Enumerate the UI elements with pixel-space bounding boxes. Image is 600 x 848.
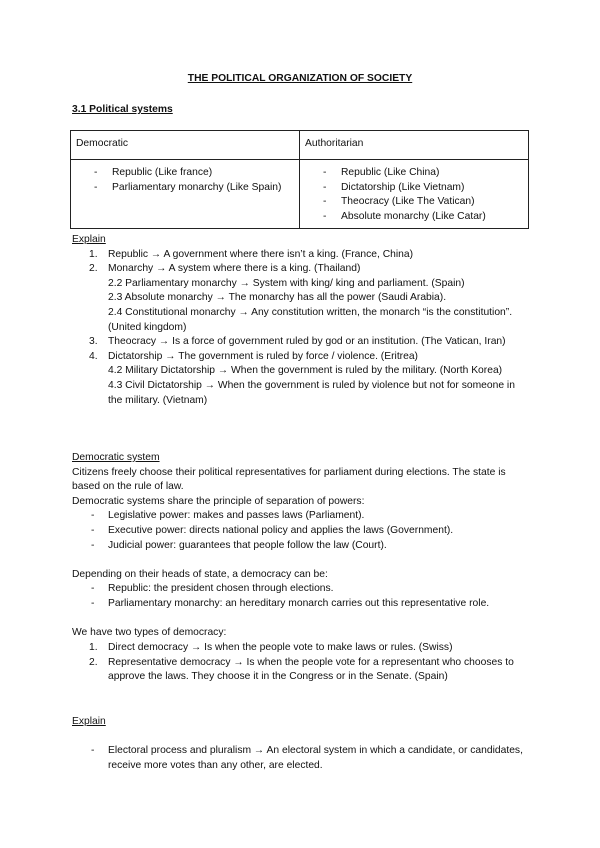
item-text: Dictatorship → The government is ruled by force / violence. (Eritrea) <box>108 350 418 362</box>
item-number: 1. <box>89 641 98 653</box>
explain-section-1 <box>72 233 532 408</box>
list-item: - Absolute monarchy (Like Catar) <box>315 210 523 225</box>
item-text: Representative democracy → Is when the people vote for a representant who chooses to approve the laws. They choose it in the Congress or in the Senate. (Spain) <box>108 656 514 683</box>
list-item: - Parliamentary monarchy (Like Spain) <box>86 181 294 196</box>
list-item: - Republic (Like China) <box>315 166 523 181</box>
list-item: - Parliamentary monarchy: an hereditary monarch carries out this representative role. <box>72 597 532 612</box>
item-number: 2. <box>89 656 98 668</box>
authoritarian-cell <box>300 160 529 229</box>
explain-heading: Explain <box>72 716 106 727</box>
header-democratic: Democratic <box>71 131 300 160</box>
list-item: - Electoral process and pluralism → An electoral system in which a candidate, or candidates, receive more votes than any other, are elected. <box>72 744 532 773</box>
political-systems-table <box>70 130 529 229</box>
sub-item: 2.4 Constitutional monarchy → Any constitution written, the monarch “is the constitution”. (United kingdom) <box>108 307 513 333</box>
list-item: - Dictatorship (Like Vietnam) <box>315 181 523 196</box>
democratic-heading: Democratic system <box>72 452 160 463</box>
sub-item: 4.3 Civil Dictatorship → When the government is ruled by violence but not for someone in the military. (Vietnam) <box>108 380 515 406</box>
header-authoritarian: Authoritarian <box>300 131 529 160</box>
democratic-cell <box>71 160 300 229</box>
sub-item: 4.2 Military Dictatorship → When the government is ruled by the military. (North Korea) <box>108 365 503 377</box>
item-text: Republic → A government where there isn’t a king. (France, China) <box>108 248 414 260</box>
democratic-system-section <box>72 451 532 685</box>
sub-item: 2.3 Absolute monarchy → The monarchy has all the power (Saudi Arabia). <box>108 292 447 304</box>
sub-item: 2.2 Parliamentary monarchy → System with king/ king and parliament. (Spain) <box>108 277 465 289</box>
item-text: Theocracy → Is a force of government ruled by god or an institution. (The Vatican, Iran) <box>108 336 506 348</box>
paragraph: We have two types of democracy: <box>72 627 227 639</box>
list-item <box>72 641 532 656</box>
paragraph: Citizens freely choose their political representatives for parliament during elections. The state is based on the rule of law. <box>72 466 506 493</box>
item-number: 1. <box>89 248 98 260</box>
list-item <box>72 335 532 350</box>
list-item: - Judicial power: guarantees that people follow the law (Court). <box>72 539 532 554</box>
section-heading: 3.1 Political systems <box>72 104 173 115</box>
paragraph: Democratic systems share the principle of separation of powers: <box>72 495 365 507</box>
list-item <box>72 350 532 408</box>
paragraph: Depending on their heads of state, a democracy can be: <box>72 568 328 580</box>
list-item: - Republic (Like france) <box>86 166 294 181</box>
item-text: Monarchy → A system where there is a king. (Thailand) <box>108 263 361 275</box>
item-number: 4. <box>89 350 98 362</box>
list-item <box>72 656 532 685</box>
item-text: Direct democracy → Is when the people vote to make laws or rules. (Swiss) <box>108 641 453 653</box>
list-item: - Theocracy (Like The Vatican) <box>315 195 523 210</box>
list-item <box>72 248 532 263</box>
list-item: - Legislative power: makes and passes laws (Parliament). <box>72 509 532 524</box>
list-item: - Republic: the president chosen through elections. <box>72 582 532 597</box>
item-number: 3. <box>89 336 98 348</box>
item-number: 2. <box>89 263 98 275</box>
page-title: THE POLITICAL ORGANIZATION OF SOCIETY <box>187 73 413 84</box>
list-item <box>72 262 532 335</box>
explain-section-2 <box>72 715 532 773</box>
explain-heading: Explain <box>72 234 106 245</box>
list-item: - Executive power: directs national policy and applies the laws (Government). <box>72 524 532 539</box>
